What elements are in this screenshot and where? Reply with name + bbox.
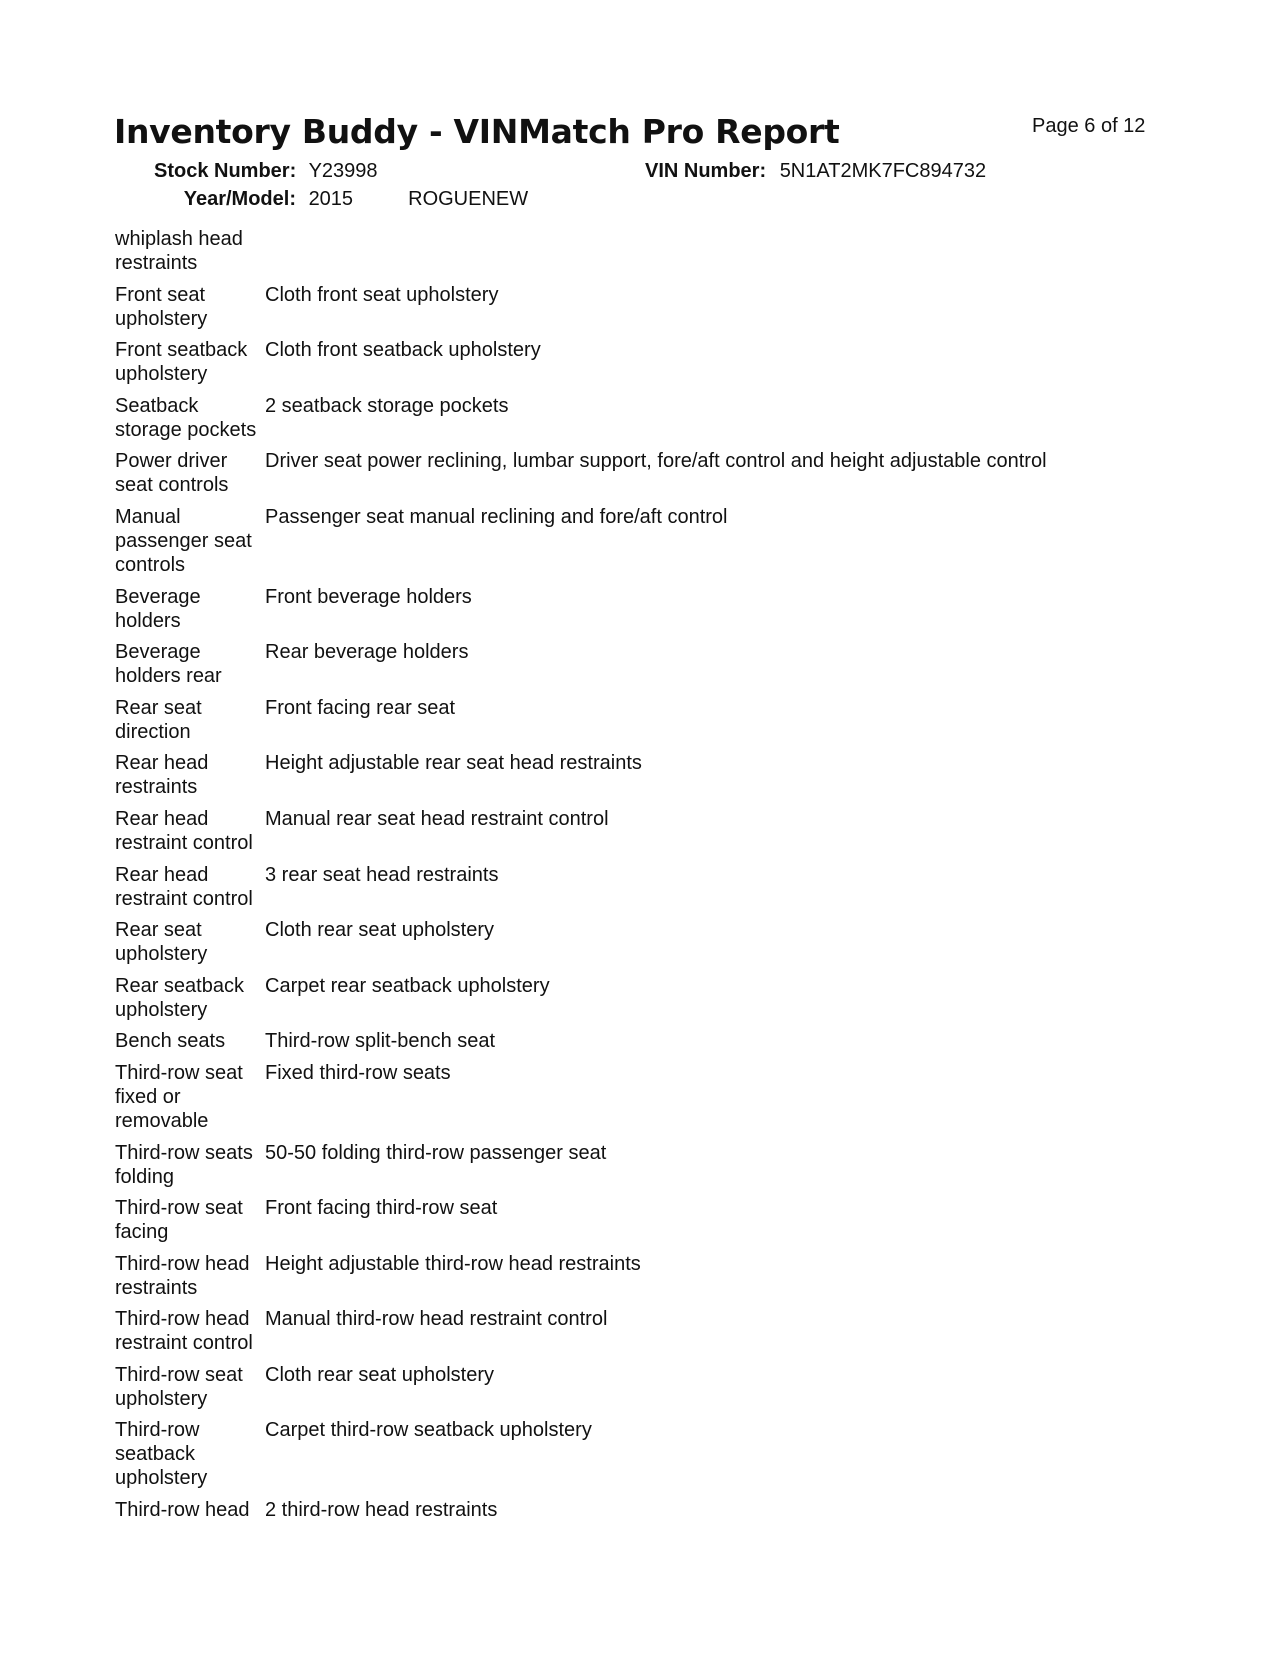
- feature-description: Manual third-row head restraint control: [265, 1308, 608, 1331]
- feature-description: Rear beverage holders: [265, 641, 469, 664]
- feature-name: whiplash head restraints: [115, 228, 243, 274]
- feature-name: Rear head restraints: [115, 752, 209, 799]
- stock-number-field: [154, 160, 378, 183]
- feature-description: Cloth front seatback upholstery: [265, 339, 541, 362]
- table-row: [115, 394, 1175, 442]
- vin-number-field: [645, 160, 986, 183]
- feature-description: Cloth front seat upholstery: [265, 283, 499, 306]
- feature-description: Driver seat power reclining, lumbar support, fore/aft control and height adjustable control: [265, 450, 1047, 473]
- table-row: [115, 449, 1175, 497]
- table-row: [115, 918, 1175, 966]
- feature-name: Seatback storage pockets: [115, 394, 257, 441]
- feature-name: Bench seats: [115, 1030, 226, 1053]
- vin-number-label: VIN Number:: [645, 160, 767, 182]
- feature-description: 2 seatback storage pockets: [265, 394, 509, 417]
- table-row: [115, 1141, 1175, 1189]
- feature-name: Power driver seat controls: [115, 450, 229, 497]
- feature-description: 3 rear seat head restraints: [265, 863, 499, 886]
- model-value: ROGUENEW: [408, 188, 529, 210]
- feature-description: [265, 227, 1175, 275]
- feature-description: Carpet third-row seatback upholstery: [265, 1419, 592, 1442]
- table-row: [115, 283, 1175, 331]
- feature-description: Front facing third-row seat: [265, 1197, 498, 1220]
- table-row: [115, 1307, 1175, 1355]
- feature-description: Front beverage holders: [265, 585, 472, 608]
- feature-name: Rear seat upholstery: [115, 919, 208, 966]
- table-row: [115, 585, 1175, 633]
- feature-description: Fixed third-row seats: [265, 1061, 451, 1084]
- feature-name: Beverage holders: [115, 585, 201, 632]
- feature-description: 2 third-row head restraints: [265, 1499, 498, 1522]
- feature-name: Third-row seat facing: [115, 1197, 243, 1244]
- table-row: [115, 227, 1175, 275]
- feature-name: Third-row head restraint control: [115, 1308, 253, 1355]
- feature-name: Beverage holders rear: [115, 641, 222, 688]
- feature-name: Rear head restraint control: [115, 807, 253, 854]
- table-row: [115, 1252, 1175, 1300]
- feature-name: Third-row seats folding: [115, 1141, 253, 1188]
- vin-number-value: 5N1AT2MK7FC894732: [779, 160, 987, 182]
- year-model-field: [154, 188, 528, 211]
- table-row: [115, 863, 1175, 911]
- feature-description: Manual rear seat head restraint control: [265, 807, 609, 830]
- feature-table: [115, 227, 1175, 1530]
- year-model-label: Year/Model:: [183, 188, 296, 210]
- table-row: [115, 974, 1175, 1022]
- feature-name: Rear seat direction: [115, 696, 202, 743]
- table-row: [115, 1363, 1175, 1411]
- table-row: [115, 807, 1175, 855]
- feature-description: Passenger seat manual reclining and fore/aft control: [265, 505, 728, 528]
- feature-name: Third-row seatback upholstery: [115, 1419, 208, 1490]
- page-number: Page 6 of 12: [1032, 115, 1146, 137]
- table-row: [115, 696, 1175, 744]
- feature-description: Height adjustable rear seat head restraints: [265, 752, 642, 775]
- feature-description: 50-50 folding third-row passenger seat: [265, 1141, 607, 1164]
- feature-name: Manual passenger seat controls: [115, 505, 252, 576]
- table-row: [115, 640, 1175, 688]
- feature-name: Rear seatback upholstery: [115, 974, 244, 1021]
- feature-name: Rear head restraint control: [115, 863, 253, 910]
- feature-description: Cloth rear seat upholstery: [265, 919, 495, 942]
- feature-name: Third-row head: [115, 1499, 250, 1522]
- table-row: [115, 1418, 1175, 1490]
- stock-number-label: Stock Number:: [154, 160, 297, 182]
- feature-name: Third-row head restraints: [115, 1252, 250, 1299]
- table-row: [115, 1196, 1175, 1244]
- table-row: [115, 505, 1175, 577]
- table-row: [115, 1498, 1175, 1522]
- feature-name: Front seat upholstery: [115, 283, 208, 330]
- feature-description: Front facing rear seat: [265, 696, 456, 719]
- feature-description: Cloth rear seat upholstery: [265, 1363, 495, 1386]
- stock-number-value: Y23998: [308, 160, 378, 182]
- year-value: 2015: [308, 188, 354, 210]
- feature-name: Third-row seat upholstery: [115, 1363, 243, 1410]
- table-row: [115, 338, 1175, 386]
- feature-name: Front seatback upholstery: [115, 339, 248, 386]
- feature-description: Carpet rear seatback upholstery: [265, 974, 550, 997]
- table-row: [115, 1029, 1175, 1053]
- feature-description: Height adjustable third-row head restraints: [265, 1252, 641, 1275]
- report-title: Inventory Buddy - VINMatch Pro Report: [114, 112, 840, 151]
- feature-description: Third-row split-bench seat: [265, 1030, 496, 1053]
- feature-name: Third-row seat fixed or removable: [115, 1061, 243, 1132]
- table-row: [115, 1061, 1175, 1133]
- table-row: [115, 751, 1175, 799]
